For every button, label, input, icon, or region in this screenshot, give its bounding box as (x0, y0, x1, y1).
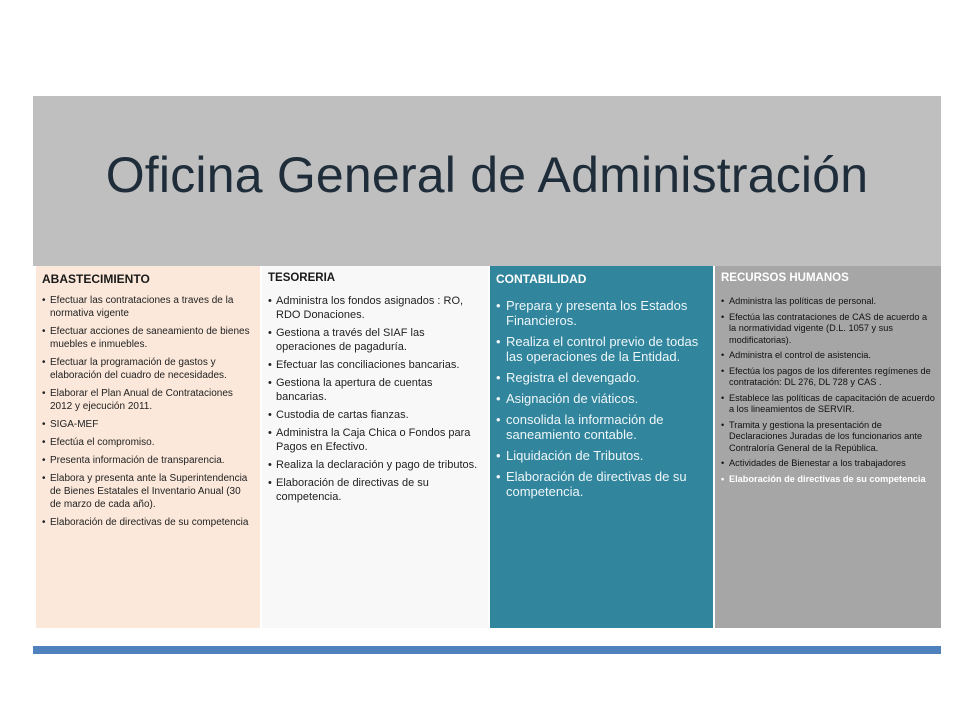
list-item: • Administra los fondos asignados : RO, RDO Donaciones. (268, 294, 482, 322)
list-item: • Prepara y presenta los Estados Financieros. (496, 298, 707, 328)
list-item: • Liquidación de Tributos. (496, 448, 707, 463)
list-item: • Elabora y presenta ante la Superintendencia de Bienes Estatales el Inventario Anual (30 de marzo de cada año). (42, 472, 254, 511)
list-item: • Asignación de viáticos. (496, 391, 707, 406)
list-item: • Efectuar la programación de gastos y elaboración del cuadro de necesidades. (42, 356, 254, 382)
list-item: • Custodia de cartas fianzas. (268, 408, 482, 422)
bullet-list (42, 294, 254, 529)
column-contabilidad (490, 266, 713, 628)
footer-accent-bar (33, 646, 941, 654)
list-item: • Efectúa las contrataciones de CAS de acuerdo a la normatividad vigente (D.L. 1057 y sus modificatorias). (721, 312, 935, 347)
page-title: Oficina General de Administración (105, 147, 869, 203)
bullet-list (721, 296, 935, 485)
column-heading: RECURSOS HUMANOS (721, 272, 849, 284)
list-item: • Efectuar las conciliaciones bancarias. (268, 358, 482, 372)
title-banner (33, 96, 941, 266)
list-item: • Elaboración de directivas de su competencia (42, 516, 254, 529)
list-item: • Actividades de Bienestar a los trabajadores (721, 458, 935, 470)
list-item: • Administra el control de asistencia. (721, 350, 935, 362)
list-item: • Gestiona a través del SIAF las operaciones de pagaduría. (268, 326, 482, 354)
column-heading: TESORERIA (268, 272, 336, 284)
list-item: • Presenta información de transparencia. (42, 454, 254, 467)
list-item-highlighted: • Elaboración de directivas de su competencia (721, 474, 935, 486)
list-item: • Efectuar acciones de saneamiento de bienes muebles e inmuebles. (42, 325, 254, 351)
list-item: • Elaborar el Plan Anual de Contrataciones 2012 y ejecución 2011. (42, 387, 254, 413)
column-tesoreria (262, 266, 488, 628)
list-item: • consolida la información de saneamiento contable. (496, 412, 707, 442)
bullet-list (496, 298, 707, 499)
list-item: • SIGA-MEF (42, 418, 254, 431)
list-item: • Registra el devengado. (496, 370, 707, 385)
list-item: • Efectuar las contrataciones a traves de la normativa vigente (42, 294, 254, 320)
list-item: • Administra la Caja Chica o Fondos para Pagos en Efectivo. (268, 426, 482, 454)
column-abastecimiento (36, 266, 260, 628)
list-item: • Gestiona la apertura de cuentas bancarias. (268, 376, 482, 404)
column-heading: CONTABILIDAD (496, 272, 587, 286)
list-item: • Administra las políticas de personal. (721, 296, 935, 308)
list-item: • Realiza el control previo de todas las operaciones de la Entidad. (496, 334, 707, 364)
list-item: • Realiza la declaración y pago de tributos. (268, 458, 482, 472)
list-item: • Tramita y gestiona la presentación de Declaraciones Juradas de los funcionarios ante Contraloría General de la República. (721, 420, 935, 455)
column-recursos-humanos (715, 266, 941, 628)
list-item: • Elaboración de directivas de su competencia. (496, 469, 707, 499)
list-item: • Efectúa el compromiso. (42, 436, 254, 449)
bullet-list (268, 294, 482, 504)
list-item: • Establece las políticas de capacitación de acuerdo a los lineamientos de SERVIR. (721, 393, 935, 416)
list-item: • Efectúa los pagos de los diferentes regímenes de contratación: DL 276, DL 728 y CAS . (721, 366, 935, 389)
column-heading: ABASTECIMIENTO (42, 272, 150, 286)
list-item: • Elaboración de directivas de su competencia. (268, 476, 482, 504)
